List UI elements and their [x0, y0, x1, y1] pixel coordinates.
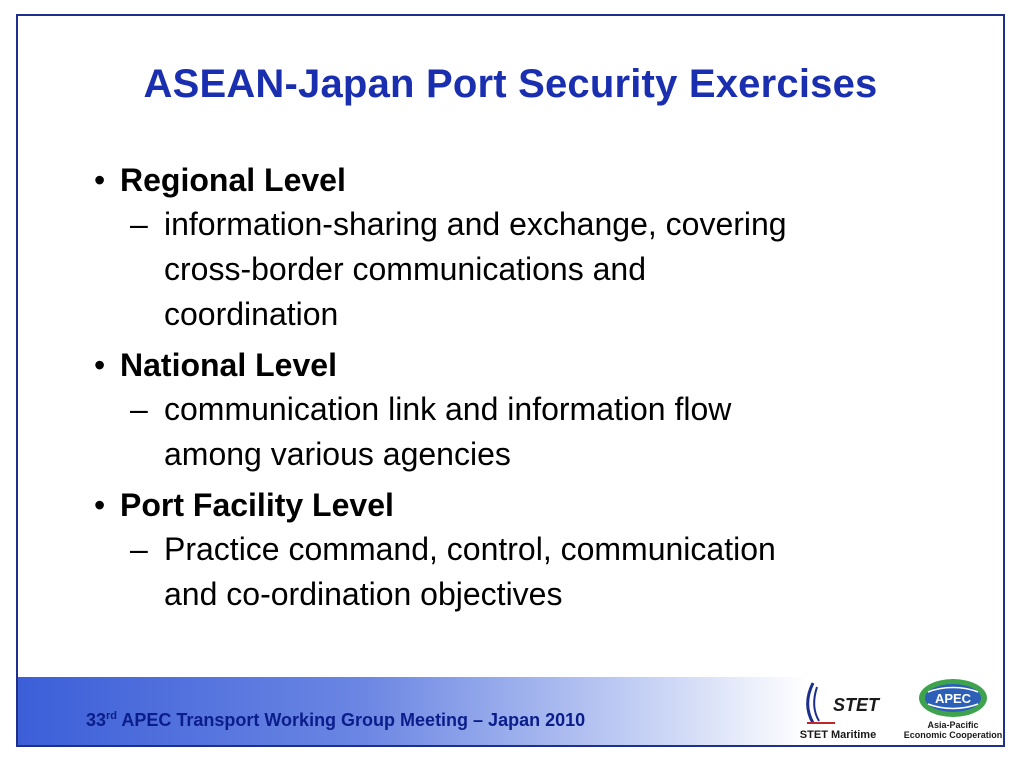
footer-title: APEC Transport Working Group Meeting – Japan 2010	[117, 710, 586, 730]
bullet-heading: National Level	[120, 347, 337, 383]
apec-label-line2: Economic Cooperation	[903, 730, 1003, 740]
apec-logo-text: APEC	[934, 691, 972, 706]
apec-logo	[898, 678, 1005, 742]
sub-line: among various agencies	[164, 436, 511, 472]
sub-line: communication link and information flow	[164, 391, 732, 427]
dash-glyph: –	[130, 206, 148, 242]
apec-globe-icon	[898, 678, 1005, 720]
stet-maritime-logo	[783, 679, 893, 741]
bullet-glyph: •	[94, 347, 106, 383]
bullet-heading: Port Facility Level	[120, 487, 394, 523]
footer-band	[18, 677, 1003, 745]
bullet-heading: Regional Level	[120, 162, 346, 198]
footer-number: 33	[86, 710, 107, 730]
slide-frame	[16, 14, 1005, 747]
bullet-regional-level	[86, 158, 986, 202]
sub-line: and co-ordination objectives	[164, 576, 563, 612]
bullet-national-level	[86, 343, 986, 387]
stet-logo-text: STET	[833, 695, 880, 715]
sub-line: cross-border communications and	[164, 251, 646, 287]
bullet-glyph: •	[94, 162, 106, 198]
dash-glyph: –	[130, 391, 148, 427]
slide-content	[86, 152, 986, 621]
slide-title: ASEAN-Japan Port Security Exercises	[143, 62, 878, 106]
dash-glyph: –	[130, 531, 148, 567]
sub-bullet-national	[86, 387, 986, 477]
sub-line: information-sharing and exchange, covering	[164, 206, 787, 242]
stet-label: STET Maritime	[799, 729, 877, 741]
sub-bullet-regional	[86, 202, 986, 337]
stet-logo-icon	[783, 679, 893, 729]
sub-line: coordination	[164, 296, 339, 332]
apec-label-line1: Asia-Pacific	[927, 720, 979, 730]
bullet-port-facility-level	[86, 483, 986, 527]
sub-bullet-port-facility	[86, 527, 986, 617]
sub-line: Practice command, control, communication	[164, 531, 776, 567]
bullet-glyph: •	[94, 487, 106, 523]
footer-ordinal: rd	[106, 710, 118, 722]
footer-meeting-text	[86, 710, 585, 731]
